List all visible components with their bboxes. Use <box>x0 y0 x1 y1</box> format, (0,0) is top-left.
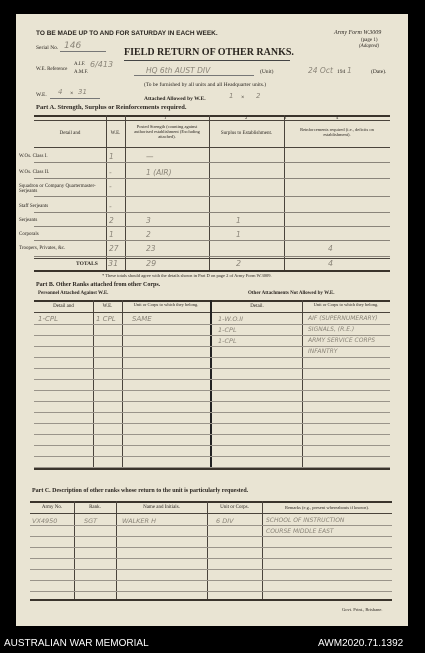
col-num-2: 2 <box>245 115 248 120</box>
col-num-4: 4 <box>336 115 339 120</box>
b-right-detail: 1-CPL <box>218 326 237 334</box>
row-we: 1 <box>109 152 114 161</box>
row-posted: 3 <box>146 216 151 225</box>
part-b-left-subtitle: Personnel Attached Against W.E. <box>38 291 109 296</box>
form-title: FIELD RETURN OF OTHER RANKS. <box>124 47 294 58</box>
b-header-detail-right: Detail. <box>250 304 264 309</box>
header-reinforcements: Reinforcements required (i.e., deficits on establishment). <box>300 127 374 137</box>
c-name: WALKER H <box>122 517 157 525</box>
b-header-unit: Unit or Corps to which they belong. <box>133 302 199 307</box>
b-header-detail: Detail and <box>53 304 74 309</box>
attached-value-1: 1 <box>229 92 234 100</box>
amf-label: A.M.F. <box>74 70 89 75</box>
b-right-unit: SIGNALS, (R.E.) <box>308 326 355 333</box>
row-posted: 23 <box>146 244 156 253</box>
c-header-name: Name and Initials. <box>143 505 180 510</box>
b-left-unit: SAME <box>132 315 152 323</box>
b-right-detail: 1-W.O.II <box>218 315 244 323</box>
c-unit: 6 DIV <box>216 517 234 525</box>
part-c-title: Part C. Description of other ranks whose return to the unit is particularly requested. <box>32 488 249 494</box>
top-note: TO BE MADE UP TO AND FOR SATURDAY IN EACH WEEK. <box>36 30 218 37</box>
totals-surplus: 2 <box>236 259 242 268</box>
row-surplus: 1 <box>236 216 241 225</box>
row-we: 1 <box>109 230 114 239</box>
row-posted: 2 <box>146 230 151 239</box>
totals-reinforcements: 4 <box>328 259 334 268</box>
attached-label: Attached Allowed by W.E. <box>144 96 206 102</box>
c-rank: SGT <box>84 517 98 525</box>
row-posted: 1 (AIR) <box>146 168 172 177</box>
row-we: - <box>109 168 112 177</box>
serial-value: 146 <box>64 41 82 51</box>
c-army-no: VX4950 <box>32 517 58 525</box>
aif-value: 6/413 <box>90 60 114 69</box>
b-right-unit: AIF (SUPERNUMERARY) <box>308 315 378 322</box>
row-posted: — <box>146 152 154 161</box>
unit-label: (Unit) <box>260 69 274 75</box>
serial-label: Serial No. <box>36 45 59 51</box>
b-header-unit-right: Unit or Corps to which they belong. <box>313 302 379 307</box>
row-label: Staff Serjeants <box>19 204 49 209</box>
form-sheet: TO BE MADE UP TO AND FOR SATURDAY IN EACH WEEK. Army Form W.3009 (page 1) (Adapted) Serial No. 146 FIELD RETURN OF OTHER RANKS. W.E. Reference A.I.F. A.M.F. 6/413 HQ 6th AUST DIV (Unit) 24 Oct 194 1 (Date). (To be furnished by all units and all Headquarter units.) W.E. 4 × 31 Attached Allowed by W.E. 1 × 2 Part A. Strength, Surplus or Reinforcements required. 1 2 3 4 Detail and W.E. Posted Strength (counting against authorised establishment (Excluding attached). Surplus to Establishment. Reinforcements required (i.e., deficits on establishment). W.Os. Class I. 1 — W.Os. Class II. - 1 (AIR) Squadron or Company Quartermaster-Serjeants - Staff Serjeants - Serjeants 2 3 1 Corporals 1 2 1 Troopers, Privates, &c. 27 23 4 TOTALS 31 29 2 4 * These totals should agree with the details shown in Part D on page 2 of Army Form W.3009. Part B. Other Ranks attached from other Corps. Personnel Attached Against W.E. Other Attachments Not Allowed by W.E. Detail and W.E. Unit or Corps to which they belong. Detail. Unit or Corps to which they belong. 1-CPL 1 CPL SAME 1-W.O.II AIF (SUPERNUMERARY) 1-CPL SIGNALS, (R.E.) 1-CPL ARMY SERVICE CORPS INFANTRY Part C. Description of other ranks whose return to the unit is particularly requested. Army No. Rank. Name and Initials. Unit or Corps. Remarks (e.g., present whereabouts if known). VX4950 SGT WALKER H 6 DIV SCHOOL OF INSTRUCTION COURSE MIDDLE EAST Govt. Print., Brisbane. <box>16 14 408 626</box>
part-a-title: Part A. Strength, Surplus or Reinforcements required. <box>36 104 187 111</box>
we-value-2: 31 <box>78 88 87 96</box>
footer-accession: AWM2020.71.1392 <box>318 638 404 649</box>
header-detail: Detail and <box>59 131 81 136</box>
part-b-title: Part B. Other Ranks attached from other Corps. <box>36 282 161 288</box>
part-b-right-subtitle: Other Attachments Not Allowed by W.E. <box>248 291 335 296</box>
row-label: W.Os. Class I. <box>19 154 48 159</box>
totals-note: * These totals should agree with the details shown in Part D on page 2 of Army Form W.3009. <box>102 273 272 278</box>
attached-value-2: 2 <box>256 92 261 100</box>
furnished-note: (To be furnished by all units and all Headquarter units.) <box>144 82 267 88</box>
row-surplus: 1 <box>236 230 241 239</box>
row-we: - <box>109 202 112 211</box>
header-we: W.E. <box>110 131 121 136</box>
b-right-detail: 1-CPL <box>218 337 237 345</box>
row-we: 27 <box>109 244 119 253</box>
b-right-unit: ARMY SERVICE CORPS <box>308 337 376 344</box>
page-note: (page 1) <box>361 38 378 43</box>
we-label: W.E. <box>36 92 47 98</box>
adapted-note: (Adapted) <box>359 44 379 49</box>
b-right-unit: INFANTRY <box>308 348 338 355</box>
printer-note: Govt. Print., Brisbane. <box>342 607 383 612</box>
c-remarks-2: COURSE MIDDLE EAST <box>266 528 334 535</box>
row-label: Troopers, Privates, &c. <box>19 246 66 251</box>
date-value: 24 Oct <box>308 66 333 75</box>
totals-posted: 29 <box>146 259 157 268</box>
year-prefix: 194 <box>337 69 346 75</box>
c-header-unit: Unit or Corps. <box>220 505 249 510</box>
totals-we: 31 <box>108 259 119 268</box>
row-we: 2 <box>109 216 114 225</box>
row-label: Squadron or Company Quartermaster-Serjeants <box>19 184 96 194</box>
row-reinf: 4 <box>328 244 333 253</box>
b-left-detail: 1-CPL <box>38 315 58 323</box>
aif-label: A.I.F. <box>74 62 86 67</box>
we-reference-label: W.E. Reference <box>36 67 68 72</box>
row-label: Serjeants <box>19 218 38 223</box>
footer-source: AUSTRALIAN WAR MEMORIAL <box>4 638 149 649</box>
b-left-we: 1 CPL <box>96 315 116 323</box>
header-posted: Posted Strength (counting against authorised establishment (Excluding attached). <box>134 124 200 139</box>
unit-value: HQ 6th AUST DIV <box>146 66 211 75</box>
year-value: 1 <box>347 66 352 75</box>
c-header-remarks: Remarks (e.g., present whereabouts if known). <box>284 505 370 510</box>
row-label: W.Os. Class II. <box>19 170 50 175</box>
col-num-1: 1 <box>164 115 167 120</box>
col-num-3: 3 <box>284 115 287 120</box>
date-label: (Date). <box>371 69 387 75</box>
c-header-rank: Rank. <box>89 505 101 510</box>
header-surplus: Surplus to Establishment. <box>220 131 273 136</box>
row-label: Corporals <box>19 232 39 237</box>
totals-label: TOTALS <box>76 261 98 267</box>
we-value-1: 4 <box>58 88 63 96</box>
c-header-army-no: Army No. <box>41 505 63 510</box>
row-we: - <box>109 182 112 191</box>
c-remarks: SCHOOL OF INSTRUCTION <box>266 517 345 524</box>
army-form-number: Army Form W.3009 <box>334 30 382 36</box>
b-header-we: W.E. <box>102 304 113 309</box>
